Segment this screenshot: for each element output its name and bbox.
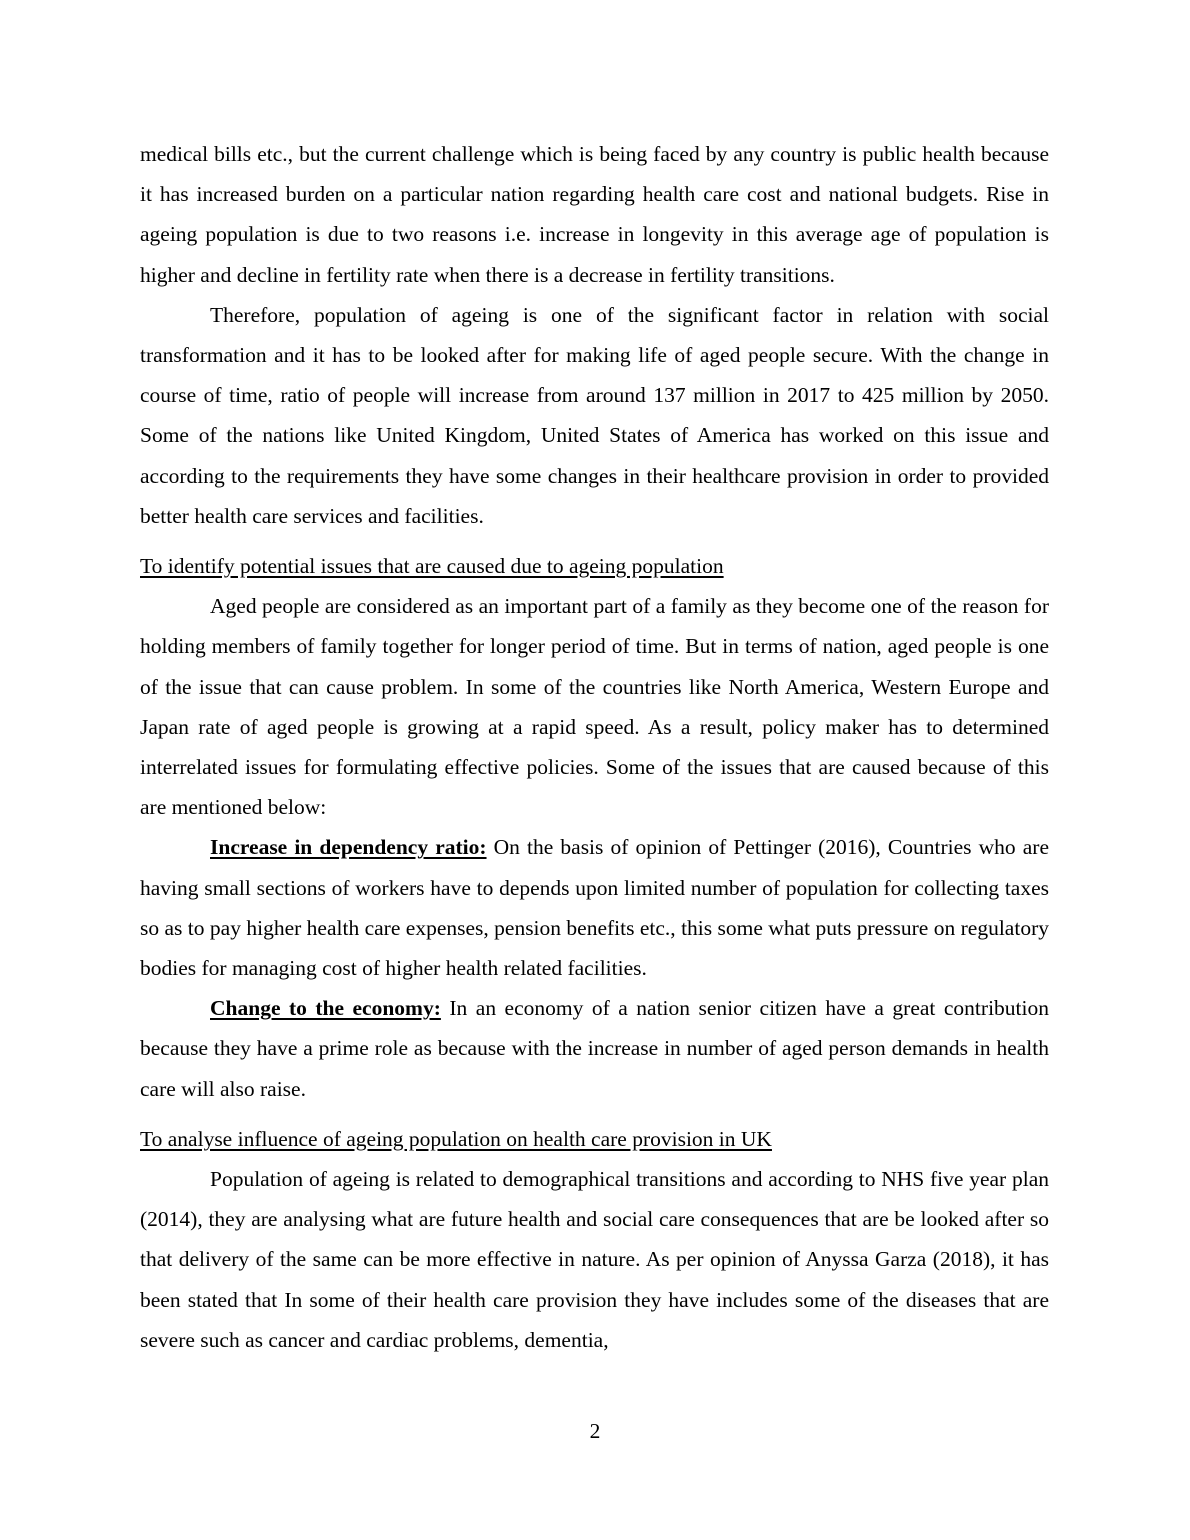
dependency-ratio-lead: Increase in dependency ratio: (210, 835, 487, 860)
page-body (140, 134, 1049, 1360)
paragraph-dependency-ratio (140, 827, 1049, 988)
paragraph-nhs-plan: Population of ageing is related to demographical transitions and according to NHS five year plan (2014), they are analysing what are future health and social care consequences that are be looked after so that delivery of the same can be more effective in nature. As per opinion of Anyssa Garza (2018), it has been stated that In some of their health care provision they have includes some of the diseases that are severe such as cancer and cardiac problems, dementia, (140, 1167, 1049, 1352)
paragraph-continuation: medical bills etc., but the current challenge which is being faced by any country is public health because it has increased burden on a particular nation regarding health care cost and national budgets. Rise in ageing population is due to two reasons i.e. increase in longevity in this average age of population is higher and decline in fertility rate when there is a decrease in fertility transitions. (140, 142, 1049, 287)
section-heading-uk-influence: To analyse influence of ageing population on health care provision in UK (140, 1126, 772, 1151)
economy-change-lead: Change to the economy: (210, 996, 441, 1021)
section-heading-potential-issues: To identify potential issues that are caused due to ageing population (140, 554, 724, 579)
economy-change-text: In an economy of a nation senior citizen have a great contribution because they have a prime role as because with the increase in number of aged person demands in health care will also raise. (140, 996, 1049, 1101)
dependency-ratio-text: On the basis of opinion of Pettinger (2016), Countries who are having small sections of workers have to depends upon limited number of population for collecting taxes so as to pay higher health care expenses, pension benefits etc., this some what puts pressure on regulatory bodies for managing cost of higher health related facilities. (140, 835, 1049, 981)
paragraph-aged-people: Aged people are considered as an important part of a family as they become one of the reason for holding members of family together for longer period of time. But in terms of nation, aged people is one of the issue that can cause problem. In some of the countries like North America, Western Europe and Japan rate of aged people is growing at a rapid speed. As a result, policy maker has to determined interrelated issues for formulating effective policies. Some of the issues that are caused because of this are mentioned below: (140, 594, 1049, 820)
paragraph-economy-change (140, 988, 1049, 1109)
paragraph-ageing-significance: Therefore, population of ageing is one of the significant factor in relation with social transformation and it has to be looked after for making life of aged people secure. With the change in course of time, ratio of people will increase from around 137 million in 2017 to 425 million by 2050. Some of the nations like United Kingdom, United States of America has worked on this issue and according to the requirements they have some changes in their healthcare provision in order to provided better health care services and facilities. (140, 302, 1049, 528)
page-number: 2 (589, 1419, 601, 1443)
